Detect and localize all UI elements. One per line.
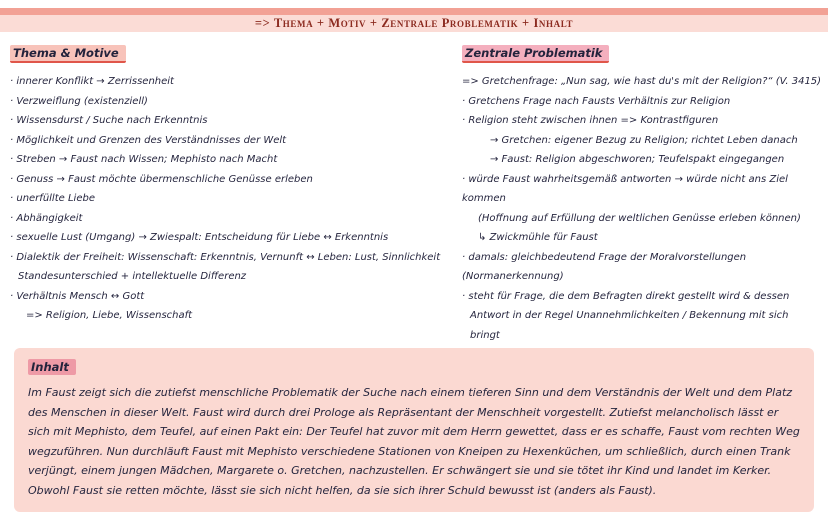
right-note-list: [462, 72, 824, 345]
note-line: · Möglichkeit und Grenzen des Verständnisses der Welt: [10, 134, 287, 146]
note-line: · Streben → Faust nach Wissen; Mephisto nach Macht: [10, 154, 278, 165]
note-line: · Verzweiflung (existenziell): [10, 95, 148, 107]
note-line: => Religion, Liebe, Wissenschaft: [26, 310, 193, 321]
note-line: · unerfüllte Liebe: [10, 193, 95, 204]
note-line: Antwort in der Regel Unannehmlichkeiten / Bekennung mit sich: [470, 310, 789, 321]
top-accent-bar: [0, 8, 828, 15]
note-line: · damals: gleichbedeutend Frage der Moralvorstellungen (Normanerkennung): [462, 251, 747, 282]
note-line: · sexuelle Lust (Umgang) → Zwiespalt: Entscheidung für Liebe ↔ Erkenntnis: [10, 232, 389, 243]
note-line: · würde Faust wahrheitsgemäß antworten → würde nicht ans Ziel kommen: [462, 173, 788, 204]
note-line: · Genuss → Faust möchte übermenschliche Genüsse erleben: [10, 173, 313, 185]
note-line: · innerer Konflikt → Zerrissenheit: [10, 76, 174, 87]
note-line: Standesunterschied + intellektuelle Differenz: [18, 271, 247, 282]
note-line: (Hoffnung auf Erfüllung der weltlichen Genüsse erleben können): [478, 212, 801, 224]
note-line: · Wissensdurst / Suche nach Erkenntnis: [10, 115, 208, 126]
note-line: · Dialektik der Freiheit: Wissenschaft: Erkenntnis, Vernunft ↔ Leben: Lust, Sinnlichkeit: [10, 251, 441, 263]
page-title: => Thema + Motiv + Zentrale Problematik + Inhalt: [254, 16, 574, 30]
note-line: ↳ Zwickmühle für Faust: [478, 232, 598, 243]
right-column: [462, 42, 824, 345]
left-heading: Thema & Motive: [10, 45, 126, 63]
inhalt-section: [14, 348, 814, 512]
inhalt-text: Im Faust zeigt sich die zutiefst menschliche Problematik der Suche nach einem tieferen Sinn und dem Verständnis der Welt und dem Platz des Menschen in dieser Welt. Faust wird durch drei Prologe als Repräsentant der Menschheit vorgestellt. Zutiefst melancholisch lässt er sich mit Mephisto, dem Teufel, auf einen Pakt ein: Der Teufel hat zuvor mit dem Herrn gewettet, dass er es schaffe, Faust vom rechten Weg wegzuführen. Nun durchläuft Faust mit Mephisto verschiedene Stationen von Kneipen zu Hexenküchen, um schließlich, durch einen Trank verjüngt, einem jungen Mädchen, Margarete o. Gretchen, nachzustellen. Er schwängert sie und sie tötet ihr Kind und landet im Kerker. Obwohl Faust sie retten möchte, lässt sie sich nicht helfen, da sie sich ihrer Schuld bewusst ist (anders als Faust).: [28, 386, 800, 497]
note-line: · Gretchens Frage nach Fausts Verhältnis zur Religion: [462, 95, 731, 107]
left-note-list: [10, 72, 458, 326]
right-heading: Zentrale Problematik: [462, 45, 609, 63]
note-line: → Gretchen: eigener Bezug zu Religion; richtet Leben danach: [490, 134, 798, 146]
note-line: → Faust: Religion abgeschworen; Teufelspakt eingegangen: [490, 154, 785, 165]
note-line: bringt: [470, 329, 500, 341]
inhalt-heading: Inhalt: [28, 359, 76, 375]
note-line: · Abhängigkeit: [10, 212, 83, 224]
title-band: [0, 15, 828, 32]
note-line: · Verhältnis Mensch ↔ Gott: [10, 290, 145, 302]
note-line: => Gretchenfrage: „Nun sag, wie hast du's mit der Religion?“ (V. 3415): [462, 76, 822, 87]
note-line: · steht für Frage, die dem Befragten direkt gestellt wird & dessen: [462, 290, 790, 302]
note-line: · Religion steht zwischen ihnen => Kontrastfiguren: [462, 115, 719, 126]
left-column: [10, 42, 458, 326]
